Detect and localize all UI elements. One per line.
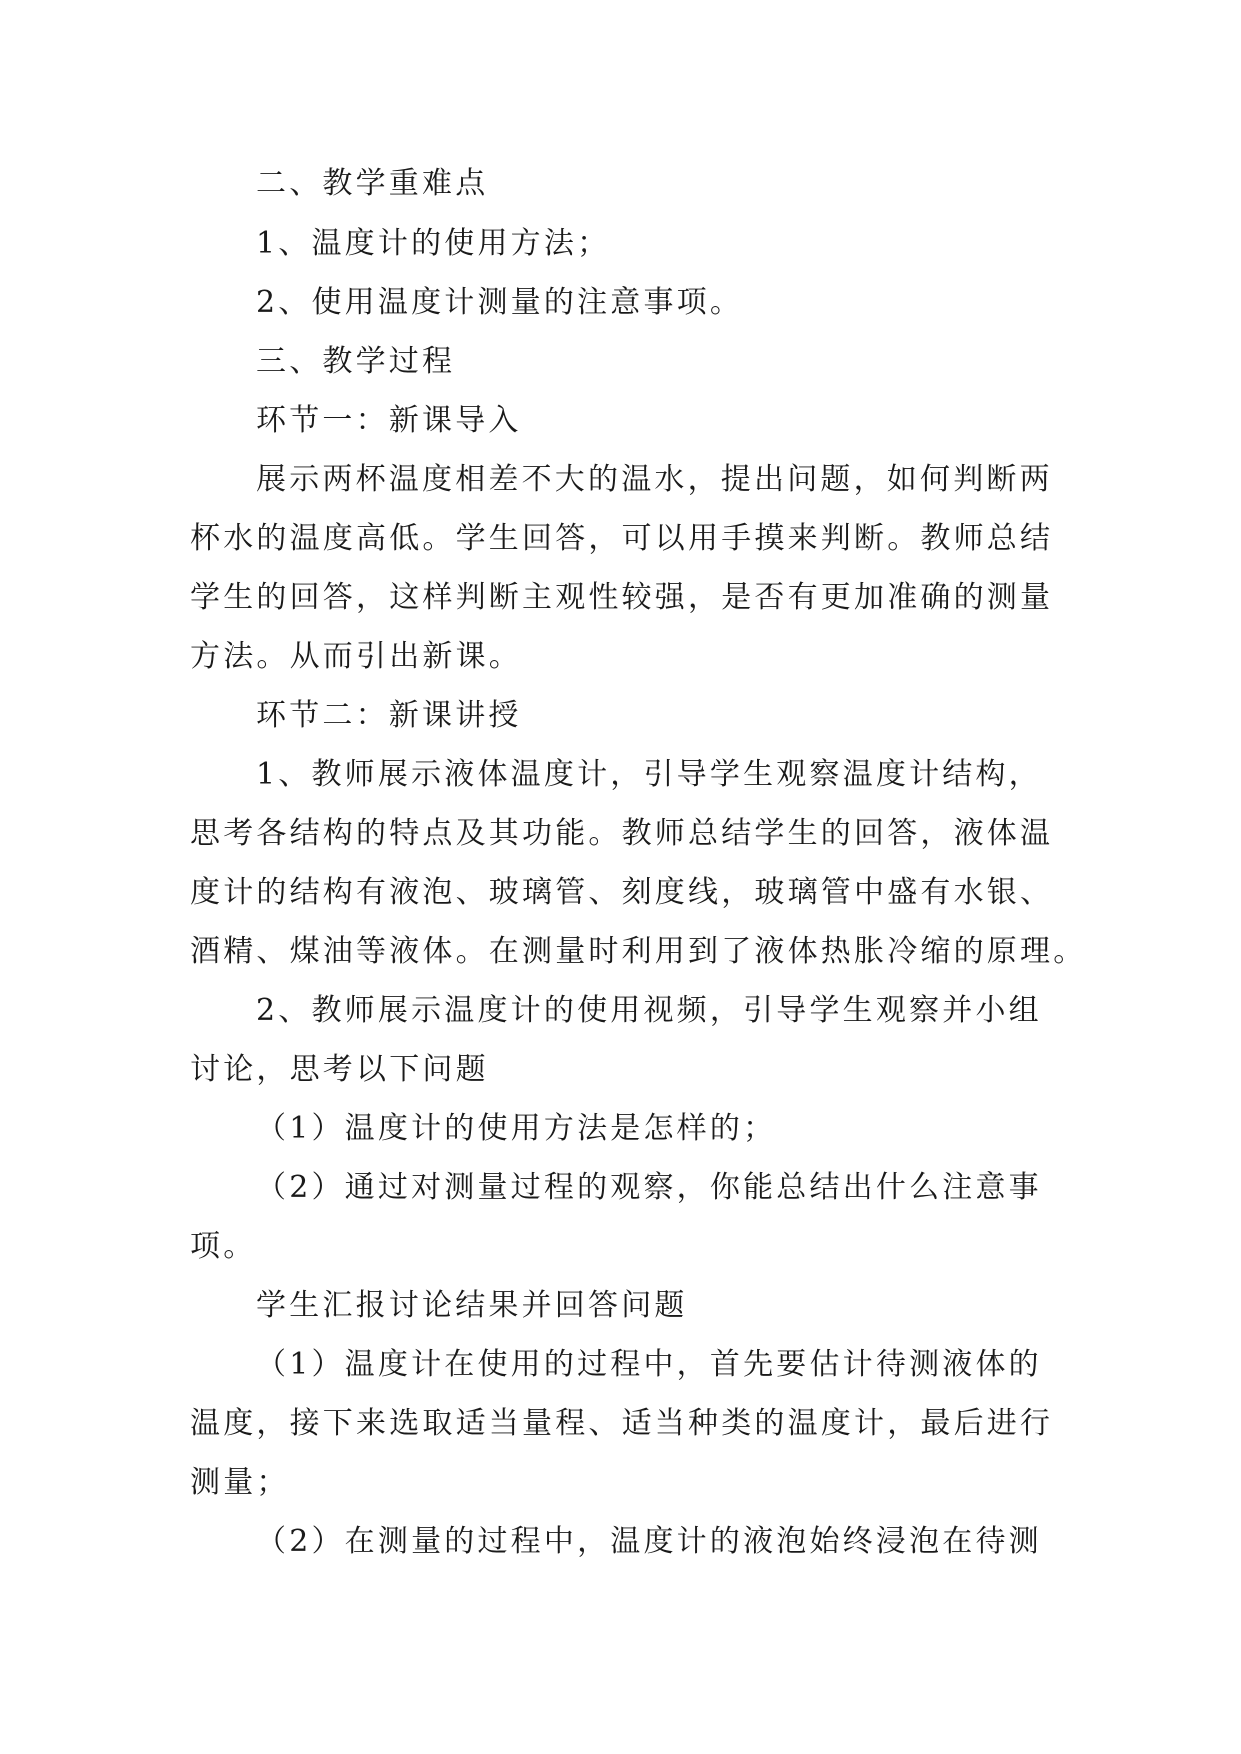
paragraph-line: 方法。从而引出新课。 (190, 639, 522, 674)
answer-item: 温度，接下来选取适当量程、适当种类的温度计，最后进行 (190, 1406, 1054, 1441)
answer-item: （2）在测量的过程中，温度计的液泡始终浸泡在待测 (256, 1524, 1042, 1559)
answer-item: 测量； (190, 1465, 290, 1500)
paragraph-line: 展示两杯温度相差不大的温水，提出问题，如何判断两 (256, 462, 1053, 497)
subheading-step-two: 环节二：新课讲授 (256, 698, 522, 733)
paragraph-line: 1、教师展示液体温度计，引导学生观察温度计结构， (256, 757, 1042, 792)
paragraph-line: 思考各结构的特点及其功能。教师总结学生的回答，液体温 (190, 816, 1054, 851)
answer-item: （1）温度计在使用的过程中，首先要估计待测液体的 (256, 1347, 1042, 1382)
question-item: （2）通过对测量过程的观察，你能总结出什么注意事 (256, 1170, 1042, 1205)
paragraph-line: 杯水的温度高低。学生回答，可以用手摸来判断。教师总结 (190, 521, 1054, 556)
paragraph-line: 2、教师展示温度计的使用视频，引导学生观察并小组 (256, 993, 1042, 1028)
list-item: 2、使用温度计测量的注意事项。 (256, 285, 744, 320)
heading-teaching-process: 三、教学过程 (256, 344, 456, 379)
question-item: （1）温度计的使用方法是怎样的； (256, 1111, 777, 1146)
paragraph-line: 度计的结构有液泡、玻璃管、刻度线，玻璃管中盛有水银、 (190, 875, 1054, 910)
paragraph-line: 学生汇报讨论结果并回答问题 (256, 1288, 688, 1323)
paragraph-line: 讨论，思考以下问题 (190, 1052, 489, 1087)
list-item: 1、温度计的使用方法； (256, 226, 611, 261)
paragraph-line: 学生的回答，这样判断主观性较强，是否有更加准确的测量 (190, 580, 1054, 615)
paragraph-line: 酒精、煤油等液体。在测量时利用到了液体热胀冷缩的原理。 (190, 934, 1087, 969)
subheading-step-one: 环节一：新课导入 (256, 403, 522, 438)
question-item: 项。 (190, 1229, 257, 1264)
heading-key-points: 二、教学重难点 (256, 166, 489, 201)
